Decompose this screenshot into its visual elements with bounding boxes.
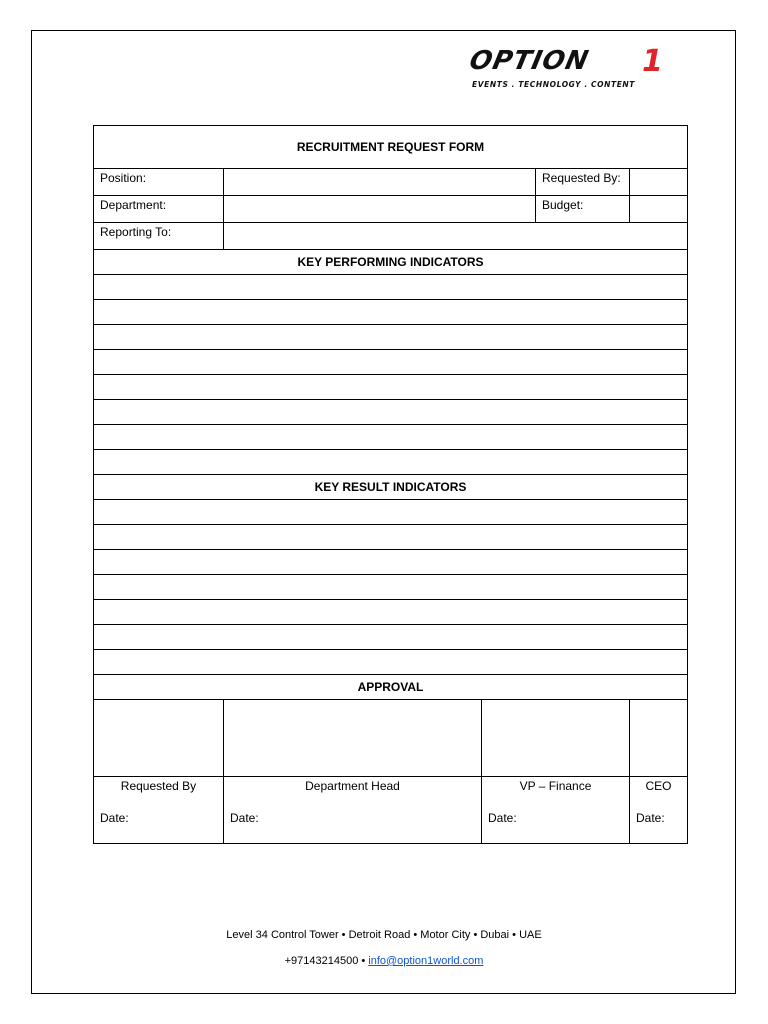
- approval-title: CEO: [645, 779, 672, 793]
- approval-title: VP – Finance: [519, 779, 592, 793]
- kpi-entry-row[interactable]: [94, 400, 688, 425]
- signature-box-vp-finance[interactable]: [482, 700, 630, 777]
- approval-date-label: Date:: [230, 811, 259, 825]
- approval-date-label: Date:: [488, 811, 517, 825]
- recruitment-form-table: [93, 125, 688, 844]
- form-title: RECRUITMENT REQUEST FORM: [94, 126, 688, 169]
- footer-address: Level 34 Control Tower • Detroit Road • Motor City • Dubai • UAE: [226, 929, 542, 941]
- kri-heading: KEY RESULT INDICATORS: [94, 475, 688, 500]
- approval-cell-department-head: [224, 777, 482, 844]
- reporting-to-label: Reporting To:: [94, 223, 224, 250]
- kri-entry-row[interactable]: [94, 625, 688, 650]
- kpi-entry-row[interactable]: [94, 300, 688, 325]
- signature-box-requested-by[interactable]: [94, 700, 224, 777]
- kpi-entry-row[interactable]: [94, 375, 688, 400]
- approval-title: Department Head: [305, 779, 400, 793]
- kpi-entry-row[interactable]: [94, 450, 688, 475]
- kri-entry-row[interactable]: [94, 575, 688, 600]
- department-field[interactable]: [224, 196, 536, 223]
- approval-cell-requested-by: [94, 777, 224, 844]
- logo-wordmark: OPTION: [466, 46, 592, 76]
- position-label: Position:: [94, 169, 224, 196]
- approval-heading: APPROVAL: [94, 675, 688, 700]
- footer-phone: +97143214500 •: [284, 955, 369, 967]
- position-field[interactable]: [224, 169, 536, 196]
- approval-cell-vp-finance: [482, 777, 630, 844]
- logo-number: 1: [642, 44, 663, 79]
- requested-by-label: Requested By:: [536, 169, 630, 196]
- kri-entry-row[interactable]: [94, 600, 688, 625]
- logo-tagline: EVENTS . TECHNOLOGY . CONTENT: [472, 80, 636, 89]
- requested-by-field[interactable]: [630, 169, 688, 196]
- kri-entry-row[interactable]: [94, 650, 688, 675]
- signature-box-ceo[interactable]: [630, 700, 688, 777]
- reporting-to-field[interactable]: [224, 223, 688, 250]
- budget-label: Budget:: [536, 196, 630, 223]
- company-logo: [466, 44, 676, 94]
- approval-date-label: Date:: [636, 811, 665, 825]
- department-label: Department:: [94, 196, 224, 223]
- budget-field[interactable]: [630, 196, 688, 223]
- kpi-entry-row[interactable]: [94, 425, 688, 450]
- kri-entry-row[interactable]: [94, 525, 688, 550]
- kpi-entry-row[interactable]: [94, 275, 688, 300]
- approval-date-label: Date:: [100, 811, 129, 825]
- approval-cell-ceo: [630, 777, 688, 844]
- footer-email-link[interactable]: info@option1world.com: [368, 955, 484, 967]
- kri-entry-row[interactable]: [94, 550, 688, 575]
- footer-contact: [0, 955, 768, 967]
- kpi-entry-row[interactable]: [94, 325, 688, 350]
- kpi-heading: KEY PERFORMING INDICATORS: [94, 250, 688, 275]
- signature-box-department-head[interactable]: [224, 700, 482, 777]
- kpi-entry-row[interactable]: [94, 350, 688, 375]
- approval-title: Requested By: [120, 779, 197, 793]
- kri-entry-row[interactable]: [94, 500, 688, 525]
